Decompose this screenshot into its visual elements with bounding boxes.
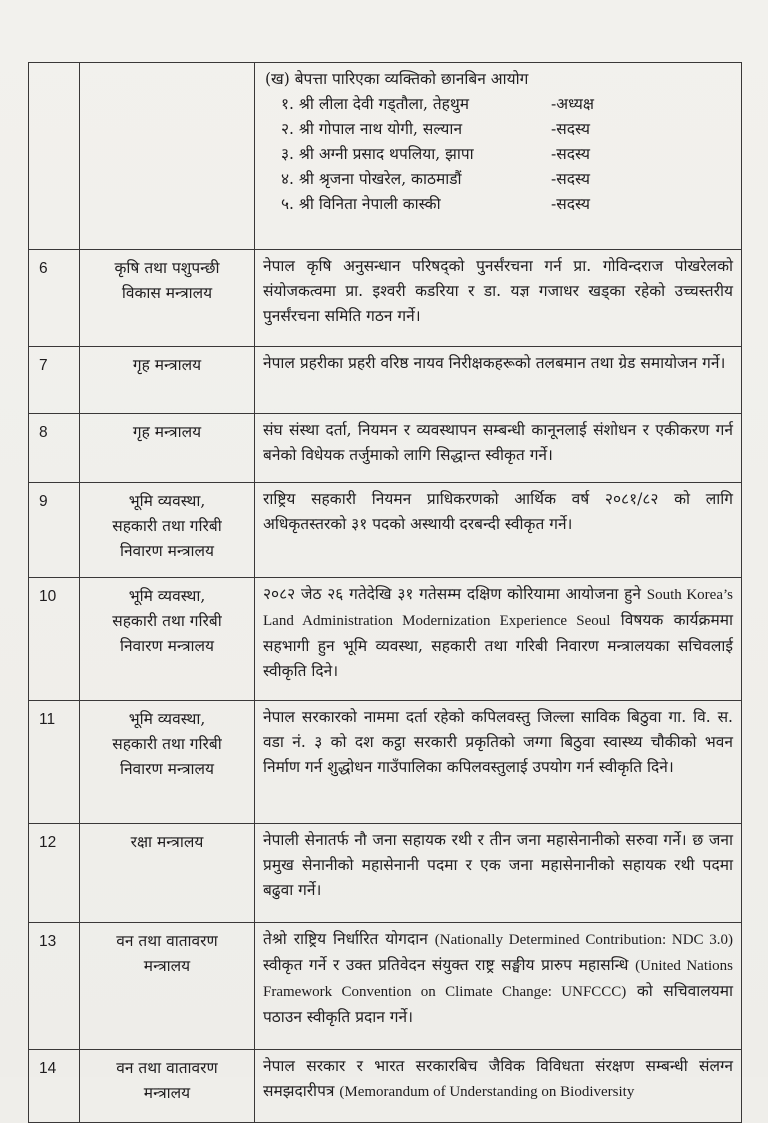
- decision-text: २०८२ जेठ २६ गतेदेखि ३१ गतेसम्म दक्षिण कोरियामा आयोजना हुने South Korea’s Land Administration Modernization Experience Seoul विषयक कार्यक्रममा सहभागी हुन भूमि व्यवस्था, सहकारी तथा गरिबी निवारण मन्त्रालयका सचिवलाई स्वीकृति दिने।: [255, 578, 742, 701]
- ministry-name: भूमि व्यवस्था, सहकारी तथा गरिबी निवारण मन्त्रालय: [80, 701, 255, 824]
- serial-number: 7: [29, 347, 80, 414]
- serial-number: 10: [29, 578, 80, 701]
- member-name: ४. श्री श्रृजना पोखरेल, काठमाडौं: [281, 170, 462, 188]
- decision-text: नेपाल सरकारको नाममा दर्ता रहेको कपिलवस्तु जिल्ला साविक बिठुवा गा. वि. स. वडा नं. ३ को दश कट्ठा सरकारी प्रकृतिको जग्गा बिठुवा स्वास्थ्य चौकीको भवन निर्माण गर्न शुद्धोधन गाउँपालिका कपिलवस्तुलाई उपयोग गर्न स्वीकृति दिने।: [255, 701, 742, 824]
- commission-member: [263, 117, 733, 142]
- ministry-cell: [80, 63, 255, 250]
- table-row: [29, 1050, 742, 1123]
- ministry-name: भूमि व्यवस्था, सहकारी तथा गरिबी निवारण मन्त्रालय: [80, 483, 255, 578]
- member-role: -अध्यक्ष: [551, 95, 595, 113]
- ministry-name: भूमि व्यवस्था, सहकारी तथा गरिबी निवारण मन्त्रालय: [80, 578, 255, 701]
- table-row: [29, 483, 742, 578]
- serial-number: 14: [29, 1050, 80, 1123]
- commission-title: (ख) बेपत्ता पारिएका व्यक्तिको छानबिन आयोग: [265, 70, 529, 88]
- member-name: ३. श्री अग्नी प्रसाद थपलिया, झापा: [281, 145, 474, 163]
- table-row: [29, 414, 742, 483]
- table-row: [29, 250, 742, 347]
- serial-number-cell: [29, 63, 80, 250]
- member-role: -सदस्य: [551, 145, 590, 163]
- table-row: [29, 701, 742, 824]
- decision-text: राष्ट्रिय सहकारी नियमन प्राधिकरणको आर्थिक वर्ष २०८१/८२ को लागि अधिकृतस्तरको ३१ पदको अस्थायी दरबन्दी स्वीकृत गर्ने।: [255, 483, 742, 578]
- serial-number: 9: [29, 483, 80, 578]
- ministry-name: गृह मन्त्रालय: [80, 347, 255, 414]
- cabinet-decisions-table: [28, 62, 742, 1123]
- member-role: -सदस्य: [551, 120, 590, 138]
- member-role: -सदस्य: [551, 170, 590, 188]
- table-row: [29, 63, 742, 250]
- serial-number: 13: [29, 923, 80, 1050]
- decision-text: तेश्रो राष्ट्रिय निर्धारित योगदान (Nationally Determined Contribution: NDC 3.0) स्वीकृत गर्ने र उक्त प्रतिवेदन संयुक्त राष्ट्र सङ्घीय प्रारुप महासन्धि (United Nations Framework Convention on Climate Change: UNFCCC) को सचिवालयमा पठाउन स्वीकृति प्रदान गर्ने।: [255, 923, 742, 1050]
- member-name: २. श्री गोपाल नाथ योगी, सल्यान: [281, 120, 463, 138]
- member-name: ५. श्री विनिता नेपाली कास्की: [281, 195, 441, 213]
- ministry-name: कृषि तथा पशुपन्छी विकास मन्त्रालय: [80, 250, 255, 347]
- serial-number: 6: [29, 250, 80, 347]
- member-role: -सदस्य: [551, 195, 590, 213]
- commission-member: [263, 142, 733, 167]
- table-row: [29, 347, 742, 414]
- decision-text: नेपाल प्रहरीका प्रहरी वरिष्ठ नायव निरीक्षकहरूको तलबमान तथा ग्रेड समायोजन गर्ने।: [255, 347, 742, 414]
- ministry-name: गृह मन्त्रालय: [80, 414, 255, 483]
- decision-text: नेपाल सरकार र भारत सरकारबिच जैविक विविधता संरक्षण सम्बन्धी संलग्न समझदारीपत्र (Memorandum of Understanding on Biodiversity: [255, 1050, 742, 1123]
- serial-number: 12: [29, 824, 80, 923]
- ministry-name: रक्षा मन्त्रालय: [80, 824, 255, 923]
- ministry-name: वन तथा वातावरण मन्त्रालय: [80, 923, 255, 1050]
- table-row: [29, 578, 742, 701]
- serial-number: 11: [29, 701, 80, 824]
- commission-member: [263, 192, 733, 217]
- decision-text: संघ संस्था दर्ता, नियमन र व्यवस्थापन सम्बन्धी कानूनलाई संशोधन र एकीकरण गर्न बनेको विधेयक तर्जुमाको लागि सिद्धान्त स्वीकृत गर्ने।: [255, 414, 742, 483]
- member-name: १. श्री लीला देवी गड्तौला, तेहथुम: [281, 95, 470, 113]
- decision-cell: [255, 63, 742, 250]
- decision-text: नेपाली सेनातर्फ नौ जना सहायक रथी र तीन जना महासेनानीको सरुवा गर्ने। छ जना प्रमुख सेनानीको महासेनानी पदमा र एक जना महासेनानीको सहायक रथी पदमा बढुवा गर्ने।: [255, 824, 742, 923]
- commission-member: [263, 167, 733, 192]
- serial-number: 8: [29, 414, 80, 483]
- ministry-name: वन तथा वातावरण मन्त्रालय: [80, 1050, 255, 1123]
- commission-member: [263, 92, 733, 117]
- decision-text: नेपाल कृषि अनुसन्धान परिषद्को पुनर्संरचना गर्न प्रा. गोविन्दराज पोखरेलको संयोजकत्वमा प्रा. इश्वरी कडरिया र डा. यज्ञ गजाधर खड्का रहेको उच्चस्तरीय पुनर्संरचना समिति गठन गर्ने।: [255, 250, 742, 347]
- table-row: [29, 824, 742, 923]
- table-row: [29, 923, 742, 1050]
